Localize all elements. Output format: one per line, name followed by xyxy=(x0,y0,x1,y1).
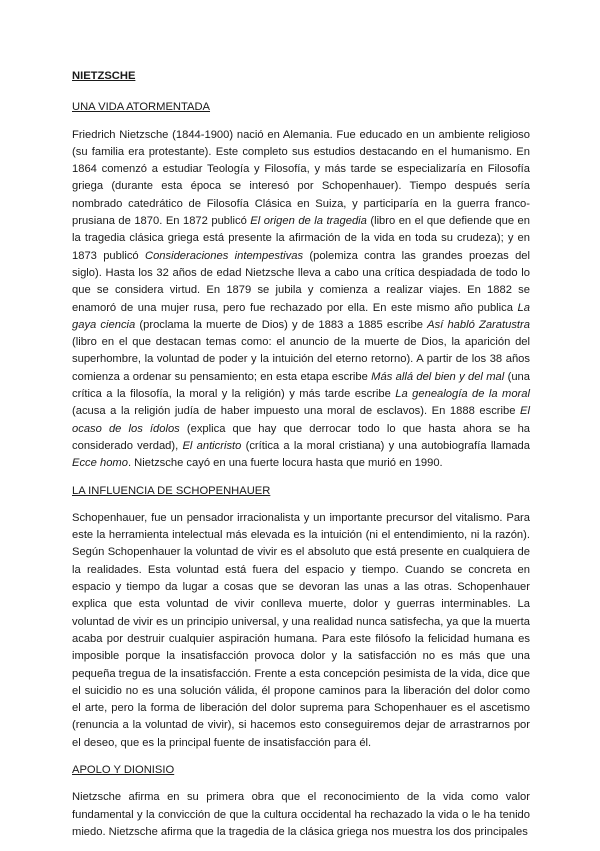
text-run: (polemiza contra las grandes proezas del siglo). Hasta los 32 años de edad Nietzsche lleva a cabo una crítica despiadada de todo lo que se considera virtud. En 1879 se jubila y comienza a realizar viajes. En 1882 se enamoró de una mujer rusa, pero fue rechazado por ella. En este mismo año publica xyxy=(72,249,531,314)
book-title: La genealogía de la moral xyxy=(395,388,530,401)
document-title: NIETZSCHE xyxy=(72,70,136,82)
book-title: Más allá del bien y del mal xyxy=(371,370,505,383)
section-paragraph xyxy=(72,510,530,752)
document-page xyxy=(72,68,530,851)
book-title: El origen de la tragedia xyxy=(250,215,367,228)
text-run: Schopenhauer, fue un pensador irracionalista y un importante precursor del vitalismo. Para este la herramienta intelectual más elevada es la intuición (ni el entendimiento, ni la razón). Según Schopenhauer la voluntad de vivir es el absoluto que está presente en cualquiera de la realidades. Esta voluntad está fuera del espacio y tiempo. Cuando se concreta en espacio y tiempo da lugar a cosas que se devoran las unas a las otras. Schopenhauer explica que esta voluntad de vivir conlleva muerte, dolor y guerras interminables. La voluntad de vivir es un principio universal, y una realidad nunca satisfecha, ya que la muerta acaba por destruir cualquier aspiración humana. Para este filósofo la felicidad humana es imposible porque la insatisfacción provoca dolor y la satisfacción no es más que una pequeña tregua de la insatisfacción. Frente a esta concepción pesimista de la vida, dice que el suicidio no es una solución válida, él propone caminos para la liberación del dolor como el arte, pero la forma de liberación del dolor suprema para Schopenhauer es el ascetismo (renuncia a la voluntad de vivir), si hacemos esto conseguiremos dejar de arrastrarnos por el deseo, que es la principal fuente de insatisfacción para él. xyxy=(72,511,530,749)
text-run: Friedrich Nietzsche (1844-1900) nació en Alemania. Fue educado en un ambiente religioso (su familia era protestante). Este completo sus estudios destacando en el humanismo. En 1864 comenzó a estudiar Teología y Filosofía, y más tarde se especializaría en Filosofía griega (durante esta época se interesó por Schopenhauer). Tiempo después sería nombrado catedrático de Filosofía Clásica en Suiza, y participaría en la guerra franco-prusiana de 1870. En 1872 publicó xyxy=(72,128,530,228)
text-run: (crítica a la moral cristiana) y una autobiografía llamada xyxy=(241,439,530,452)
book-title: Ecce homo xyxy=(72,457,128,470)
book-title: Consideraciones intempestivas xyxy=(144,249,304,262)
book-title: Así habló Zaratustra xyxy=(427,318,530,331)
section-heading: UNA VIDA ATORMENTADA xyxy=(72,101,211,114)
section-paragraph xyxy=(72,789,530,841)
text-run: (proclama la muerte de Dios) y de 1883 a 1885 escribe xyxy=(135,318,428,331)
book-title: El anticristo xyxy=(182,439,242,452)
section-heading: APOLO Y DIONISIO xyxy=(72,763,175,776)
book-title: El ocaso de los ídolos xyxy=(72,405,530,435)
document-body xyxy=(72,99,530,841)
text-run: (explica que hay que derrocar todo lo que hasta ahora se ha considerado verdad), xyxy=(72,422,531,452)
section-paragraph xyxy=(72,127,530,473)
section-heading: LA INFLUENCIA DE SCHOPENHAUER xyxy=(72,484,271,497)
text-run: (libro en el que destacan temas como: el anuncio de la muerte de Dios, la aparición del superhombre, la voluntad de poder y la intuición del eterno retorno). A partir de los 38 años comienza a ordenar su pensamiento; en esta etapa escribe xyxy=(72,336,530,383)
text-run: (una crítica a la filosofía, la moral y la religión) y más tarde escribe xyxy=(72,370,530,401)
text-run: (acusa a la religión judía de haber impuesto una moral de esclavos). En 1888 escribe xyxy=(72,405,521,418)
text-run: (libro en el que defiende que en la tragedia clásica griega está presente la afirmación de la vida en toda su crudeza); y en 1873 publicó xyxy=(72,215,530,262)
text-run: Nietzsche afirma en su primera obra que el reconocimiento de la vida como valor fundamental y la convicción de que la cultura occidental ha rechazado la vida o le ha tenido miedo. Nietzsche afirma que la tragedia de la clásica griega nos muestra los dos principales xyxy=(72,791,530,838)
book-title: La gaya ciencia xyxy=(72,301,530,331)
text-run: . Nietzsche cayó en una fuerte locura hasta que murió en 1990. xyxy=(127,457,443,470)
